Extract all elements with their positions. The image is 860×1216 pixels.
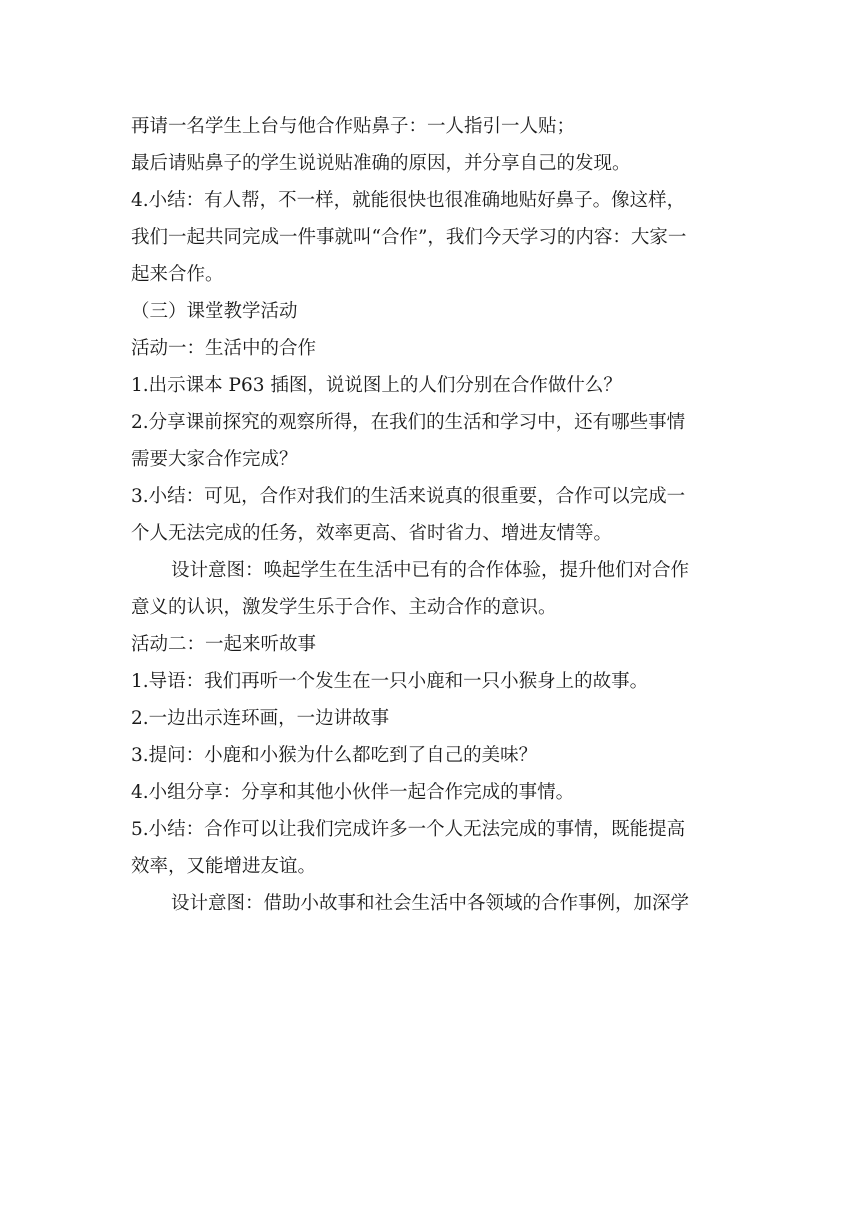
text-line: （三）课堂教学活动 bbox=[131, 301, 298, 322]
text-line: 效率，又能增进友谊。 bbox=[131, 856, 317, 877]
text-line: 设计意图：借助小故事和社会生活中各领域的合作事例，加深学 bbox=[171, 893, 690, 914]
text-line: 需要大家合作完成？ bbox=[131, 449, 298, 470]
text-line: 2.分享课前探究的观察所得，在我们的生活和学习中，还有哪些事情 bbox=[131, 412, 686, 433]
text-line: 再请一名学生上台与他合作贴鼻子：一人指引一人贴； bbox=[131, 116, 576, 137]
text-line: 4.小组分享：分享和其他小伙伴一起合作完成的事情。 bbox=[131, 782, 575, 803]
text-line: 5.小结：合作可以让我们完成许多一个人无法完成的事情，既能提高 bbox=[131, 819, 686, 840]
text-line: 意义的认识，激发学生乐于合作、主动合作的意识。 bbox=[131, 597, 557, 618]
text-line: 1.出示课本 P63 插图，说说图上的人们分别在合作做什么？ bbox=[131, 375, 622, 396]
text-line: 3.提问：小鹿和小猴为什么都吃到了自己的美味？ bbox=[131, 745, 538, 766]
text-line: 4.小结：有人帮，不一样，就能很快也很准确地贴好鼻子。像这样， bbox=[131, 190, 686, 211]
text-line: 3.小结：可见，合作对我们的生活来说真的很重要，合作可以完成一 bbox=[131, 486, 686, 507]
text-line: 设计意图：唤起学生在生活中已有的合作体验，提升他们对合作 bbox=[171, 560, 690, 581]
text-line: 活动二：一起来听故事 bbox=[131, 634, 317, 655]
text-line: 起来合作。 bbox=[131, 264, 224, 285]
text-line: 个人无法完成的任务，效率更高、省时省力、增进友情等。 bbox=[131, 523, 613, 544]
text-line: 最后请贴鼻子的学生说说贴准确的原因，并分享自己的发现。 bbox=[131, 153, 631, 174]
text-line: 1.导语：我们再听一个发生在一只小鹿和一只小猴身上的故事。 bbox=[131, 671, 649, 692]
text-line: 活动一：生活中的合作 bbox=[131, 338, 317, 359]
document-body bbox=[131, 108, 731, 922]
text-line: 2.一边出示连环画，一边讲故事 bbox=[131, 708, 390, 729]
text-line: 我们一起共同完成一件事就叫“合作”，我们今天学习的内容：大家一 bbox=[131, 227, 687, 248]
